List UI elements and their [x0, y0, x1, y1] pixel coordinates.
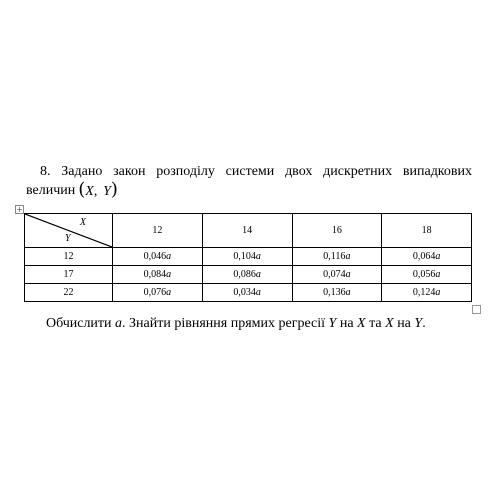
probability-coef: 0,086 — [233, 269, 256, 280]
probability-coef: 0,064 — [412, 251, 436, 262]
table-row — [25, 266, 472, 284]
random-pair: (X, Y) — [78, 179, 118, 200]
problem-number: 8. — [40, 164, 51, 179]
probability-cell — [202, 248, 292, 266]
probability-var: a — [166, 269, 172, 280]
probability-cell — [113, 248, 203, 266]
problem-text-1: Задано закон розподілу системи двох дискретних випадкових — [61, 164, 473, 179]
question-part: . — [422, 316, 426, 331]
probability-var: a — [255, 269, 261, 280]
question-part: . Знайти рівняння прямих регресії — [122, 316, 329, 331]
probability-cell — [292, 266, 382, 284]
table-row — [25, 284, 472, 302]
probability-cell — [113, 266, 203, 284]
probability-coef: 0,056 — [412, 269, 436, 280]
probability-coef: 0,116 — [323, 251, 346, 262]
question-var: a — [115, 316, 123, 331]
probability-coef: 0,136 — [323, 287, 346, 298]
table-corner-cell — [25, 214, 113, 248]
probability-var: a — [435, 251, 441, 262]
problem-statement — [26, 163, 472, 201]
probability-var: a — [345, 269, 351, 280]
probability-coef: 0,084 — [143, 269, 167, 280]
y-value-cell: 12 — [25, 248, 113, 266]
probability-cell — [292, 284, 382, 302]
x-value-header: 12 — [113, 214, 203, 248]
question-var: X — [357, 316, 366, 331]
probability-coef: 0,124 — [412, 287, 436, 298]
probability-cell — [202, 266, 292, 284]
probability-var: a — [166, 251, 172, 262]
probability-var: a — [255, 251, 261, 262]
question-var: Y — [328, 316, 337, 331]
pair-x: X — [85, 184, 94, 199]
probability-var: a — [435, 287, 441, 298]
probability-var: a — [255, 287, 261, 298]
y-value-cell: 22 — [25, 284, 113, 302]
distribution-table — [24, 213, 472, 302]
problem-text-2: величин — [26, 183, 76, 198]
question-text — [46, 315, 476, 333]
question-part: та — [365, 316, 386, 331]
question-part: на — [336, 316, 358, 331]
x-value-header: 16 — [292, 214, 382, 248]
question-var: Y — [414, 316, 423, 331]
probability-cell — [202, 284, 292, 302]
y-value-cell: 17 — [25, 266, 113, 284]
question-var: X — [385, 316, 394, 331]
probability-cell — [382, 248, 472, 266]
probability-cell — [292, 248, 382, 266]
pair-y: Y — [103, 184, 111, 199]
table-header-row — [25, 214, 472, 248]
resize-handle-icon[interactable] — [472, 305, 481, 314]
probability-coef: 0,034 — [233, 287, 256, 298]
probability-cell — [113, 284, 203, 302]
corner-y-label: Y — [65, 233, 71, 244]
question-part: на — [393, 316, 415, 331]
probability-var: a — [435, 269, 441, 280]
probability-coef: 0,074 — [323, 269, 346, 280]
probability-coef: 0,046 — [143, 251, 167, 262]
problem-line-1 — [26, 163, 472, 181]
table-row — [25, 248, 472, 266]
corner-x-label: X — [79, 217, 86, 228]
probability-coef: 0,104 — [233, 251, 256, 262]
question-part: Обчислити — [46, 316, 116, 331]
probability-cell — [382, 266, 472, 284]
x-value-header: 18 — [382, 214, 472, 248]
x-value-header: 14 — [202, 214, 292, 248]
probability-var: a — [345, 287, 351, 298]
probability-var: a — [345, 251, 351, 262]
pair-comma: , — [93, 184, 98, 199]
move-handle-icon[interactable]: + — [16, 205, 23, 214]
problem-line-2 — [26, 181, 472, 201]
probability-coef: 0,076 — [143, 287, 167, 298]
probability-var: a — [166, 287, 172, 298]
probability-cell — [382, 284, 472, 302]
